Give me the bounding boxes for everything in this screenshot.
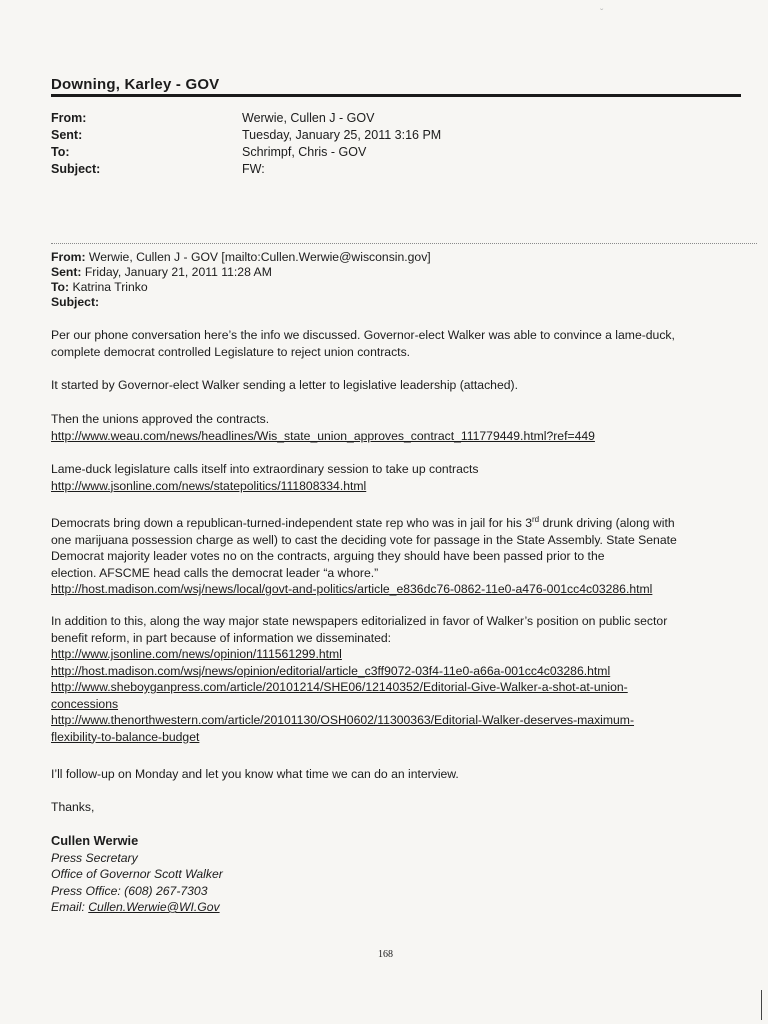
signature-office: Office of Governor Scott Walker xyxy=(51,867,223,881)
meta-label: From: xyxy=(51,111,87,125)
signature-title: Press Secretary xyxy=(51,850,138,865)
signature-block xyxy=(51,833,223,916)
text-line: benefit reform, in part because of information we disseminated: xyxy=(51,630,392,645)
link-madison-govt[interactable]: http://host.madison.com/wsj/news/local/govt-and-politics/article_e836dc76-0862-11e0-a476-001cc4c03286.html xyxy=(51,582,653,597)
forward-subject xyxy=(51,295,99,310)
link-madison-editorial[interactable]: http://host.madison.com/wsj/news/opinion/editorial/article_c3ff9072-03f4-11e0-a66a-001cc4c03286.html xyxy=(51,663,611,678)
signature-email-line xyxy=(51,899,223,916)
text-line: It started by Governor-elect Walker sending a letter to legislative leadership (attached). xyxy=(51,378,518,392)
paragraph-democrats xyxy=(51,512,751,598)
meta-value: FW: xyxy=(242,162,265,176)
text-line: I’ll follow-up on Monday and let you know what time we can do an interview. xyxy=(51,767,459,781)
meta-label: Sent: xyxy=(51,128,83,142)
paragraph-letter xyxy=(51,377,751,394)
text-fragment: Democrats bring down a republican-turned-independent state rep who was in jail for his 3 xyxy=(51,516,532,531)
text-line: Then the unions approved the contracts. xyxy=(51,412,270,426)
meta-value: Tuesday, January 25, 2011 3:16 PM xyxy=(242,128,442,142)
header-rule xyxy=(51,94,741,97)
meta-value: Schrimpf, Chris - GOV xyxy=(242,145,367,159)
paragraph-intro xyxy=(51,327,751,360)
scan-edge-line xyxy=(761,990,762,1020)
superscript: rd xyxy=(532,515,540,524)
text-line: complete democrat controlled Legislature to reject union contracts. xyxy=(51,344,411,359)
link-jsonline-statepolitics[interactable]: http://www.jsonline.com/news/statepolitics/111808334.html xyxy=(51,478,367,493)
link-sheboyganpress-cont[interactable]: concessions xyxy=(51,696,119,711)
paragraph-thanks xyxy=(51,799,751,816)
paragraph-unions xyxy=(51,411,751,444)
text-line: Lame-duck legislature calls itself into extraordinary session to take up contracts xyxy=(51,462,479,476)
forward-value: Katrina Trinko xyxy=(72,280,148,294)
page-number: 168 xyxy=(378,949,393,960)
text-line xyxy=(51,512,751,532)
meta-label: Subject: xyxy=(51,162,101,176)
forward-label: Sent: xyxy=(51,265,82,279)
forward-from xyxy=(51,250,431,265)
text-line: one marijuana possession charge as well) to cast the deciding vote for passage in the State Assembly. State Senate xyxy=(51,532,677,547)
forward-value: Friday, January 21, 2011 11:28 AM xyxy=(84,265,272,279)
text-line: Democrat majority leader votes no on the contracts, arguing they should have been passed prior to the xyxy=(51,549,605,564)
mailbox-owner-name: Downing, Karley - GOV xyxy=(51,76,220,93)
paragraph-session xyxy=(51,461,751,494)
paragraph-editorials xyxy=(51,613,751,745)
text-fragment: drunk driving (along with xyxy=(539,516,675,531)
link-thenorthwestern-cont[interactable]: flexibility-to-balance-budget xyxy=(51,729,200,744)
forward-label: From: xyxy=(51,250,86,264)
paragraph-followup xyxy=(51,766,751,783)
forward-label: To: xyxy=(51,280,70,294)
signature-email-label: Email: xyxy=(51,900,89,914)
forward-to xyxy=(51,280,148,295)
forward-sent xyxy=(51,265,272,280)
forward-value: Werwie, Cullen J - GOV [mailto:Cullen.Werwie@wisconsin.gov] xyxy=(88,250,431,264)
text-line: election. AFSCME head calls the democrat leader “a whore.” xyxy=(51,565,379,580)
text-line: In addition to this, along the way major state newspapers editorialized in favor of Walker’s position on public sector xyxy=(51,614,668,628)
text-line: Thanks, xyxy=(51,800,95,814)
forward-separator xyxy=(51,243,757,244)
forward-label: Subject: xyxy=(51,295,100,309)
link-jsonline-opinion[interactable]: http://www.jsonline.com/news/opinion/111561299.html xyxy=(51,647,342,661)
signature-email-link[interactable]: Cullen.Werwie@WI.Gov xyxy=(88,900,220,914)
link-sheboyganpress[interactable]: http://www.sheboyganpress.com/article/20101214/SHE06/12140352/Editorial-Give-Walker-a-shot-at-union- xyxy=(51,680,628,694)
scan-mark: ˇ xyxy=(600,8,604,19)
meta-label: To: xyxy=(51,145,70,159)
link-thenorthwestern[interactable]: http://www.thenorthwestern.com/article/20101130/OSH0602/11300363/Editorial-Walker-deserves-maximum- xyxy=(51,713,635,727)
link-weau[interactable]: http://www.weau.com/news/headlines/Wis_state_union_approves_contract_111779449.html?ref=449 xyxy=(51,428,595,443)
meta-value: Werwie, Cullen J - GOV xyxy=(242,111,375,125)
signature-name: Cullen Werwie xyxy=(51,833,139,848)
text-line: Per our phone conversation here’s the info we discussed. Governor-elect Walker was able to convince a lame-duck, xyxy=(51,328,675,342)
signature-phone: Press Office: (608) 267-7303 xyxy=(51,883,208,898)
